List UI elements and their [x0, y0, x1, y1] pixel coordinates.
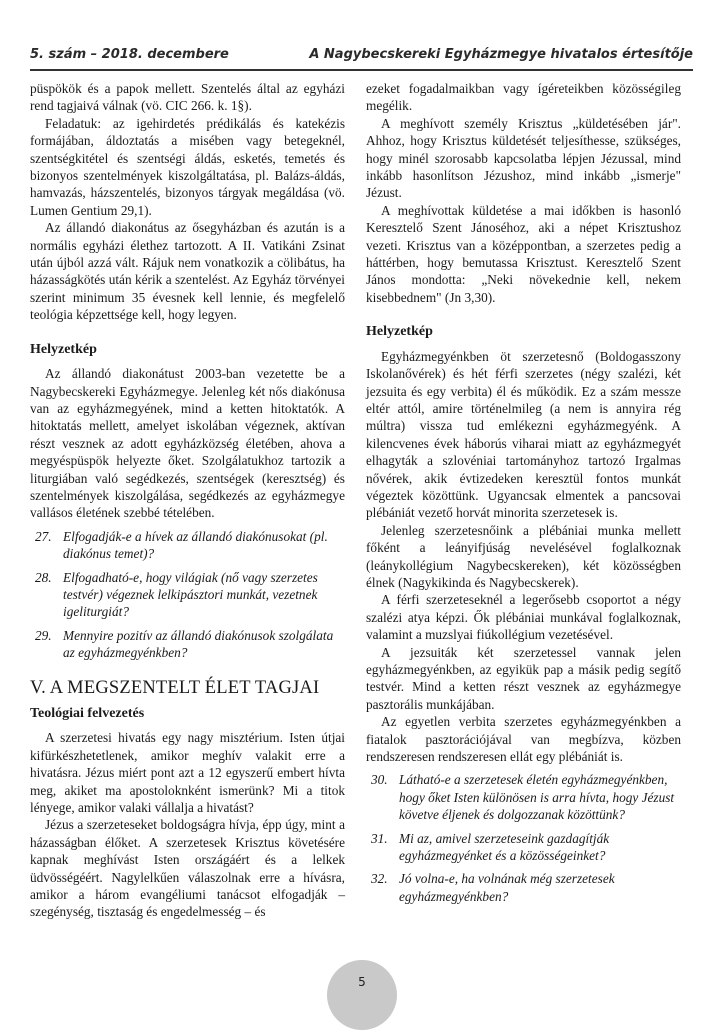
paragraph: Jelenleg szerzetesnőink a plébániai munka mellett főként a leányifjúság nevelésével foglalkoznak (leánykollégium Nagybecskereken), két közösségben élnek (Nagykikinda és Nagybecskerek).	[366, 522, 681, 590]
right-column	[366, 80, 681, 911]
paragraph: Egyházmegyénkben öt szerzetesnő (Boldogasszony Iskolanővérek) és hét férfi szerzetes (négy szalézi, két jezsuita és egy verbita) él és működik. Ez a szám messze eltér attól, amire történelmileg (a nem is annyira rég múltra) vissza tud emlékezni egyházmegyénk. A kilencvenes évek háborús viharai miatt az egyházmegyét elhagyták a szlovéniai tartományhoz tartozó Irgalmas nővérek, akik évtizedeken keresztül fontos munkát végeztek közöttünk. Ugyancsak elmentek a pancsovai plébániát vezető horvát minorita szerzetesek is.	[366, 348, 681, 521]
question-number: 29.	[35, 627, 52, 643]
paragraph: Jézus a szerzeteseket boldogságra hívja, épp úgy, mint a házasságban élőket. A szerzetesek Krisztus követésére kapnak meghívást Isten országáért és a lelkek üdvösségéért. Nagylelkűen válaszolnak erre a hívásra, amikor a három evangéliumi tanácsot elfogadják – szegénység, tisztaság és engedelmesség – és	[30, 817, 345, 920]
subheading: Helyzetkép	[30, 341, 97, 357]
paragraph: A jezsuiták két szerzetessel vannak jelen egyházmegyénkben, az egyikük pap a másik pedig segítő testvér. Mind a ketten részt vesznek az egyházmegye pasztorális munkájában.	[366, 644, 681, 712]
question-number: 32.	[371, 871, 388, 887]
paragraph: A szerzetesi hivatás egy nagy misztérium. Isten útjai kifürkészhetetlenek, amikor meghív valakit erre a hivatásra. Jézus miért pont azt a 12 egyszerű embert hívta meg, akiket ma apostoloknként ismerünk? Mi a titok lényege, amikor valaki vállalja a hivatást?	[30, 730, 345, 816]
question-number: 30.	[371, 772, 388, 788]
question-number: 31.	[371, 830, 388, 846]
issue-date: 5. szám – 2018. decembere	[30, 47, 229, 62]
question-text: Jó volna-e, ha volnának még szerzetesek egyházmegyénkben?	[399, 871, 615, 904]
subheading: Teológiai felvezetés	[30, 706, 145, 721]
question-text: Elfogadják-e a hívek az állandó diakónusokat (pl. diakónus temet)?	[63, 528, 328, 562]
question-text: Mennyire pozitív az állandó diakónusok szolgálata az egyházmegyénkben?	[63, 627, 334, 661]
question-list	[30, 528, 345, 662]
question-number: 27.	[35, 528, 52, 544]
question-text: Látható-e a szerzetesek életén egyházmegyénkben, hogy őket Isten különösen is arra hívta, hogy Jézust követve éljenek és dolgozzanak közöttünk?	[399, 772, 675, 823]
question-list	[366, 771, 681, 905]
page-number: 5	[358, 975, 366, 989]
header-divider	[30, 69, 693, 71]
paragraph: A meghívott személy Krisztus „küldetésében jár". Ahhoz, hogy Krisztus küldetését teljesíthesse, szükséges, hogy minél szorosabb kapcsolatba lépjen Jézussal, mind inkább hasonlítson Jézushoz, mind inkább „ismerje" Jézust.	[366, 115, 681, 201]
paragraph: A férfi szerzeteseknél a legerősebb csoportot a négy szalézi atya képzi. Ők plébániai munkával foglalkoznak, valamint a muzslyai fiúkollégium vezetésével.	[366, 592, 681, 643]
publication-title: A Nagybecskereki Egyházmegye hivatalos értesítője	[309, 47, 693, 62]
paragraph: püspökök és a papok mellett. Szentelés által az egyházi rend tagjaivá válnak (vö. CIC 266. k. 1§).	[30, 81, 345, 114]
paragraph: Az állandó diakonátust 2003-ban vezetette be a Nagybecskereki Egyházmegye. Jelenleg két nős diakónusa van az egyházmegyének, mind a ketten hitoktatók. A hitoktatás mellett, amelyet iskolában végeznek, aktívan részt vesznek az adott egyházközség életében, ahova a megyéspüspök helyezte őket. Szolgálatukhoz tartozik a liturgiában való segédkezés, szentségek (keresztség) és szentelmények kiszolgálása, segédkezés az egyházmegye vallásos életének szebbé tételében.	[30, 366, 345, 521]
paragraph: ezeket fogadalmaikban vagy ígéreteikben közösségileg megélik.	[366, 81, 681, 114]
question-item	[30, 528, 345, 563]
paragraph: Az állandó diakonátus az ősegyházban és azután is a normális egyházi élethez tartozott. A II. Vatikáni Zsinat után újból azzá vált. Rájuk nem vonatkozik a cölibátus, ha házasságkötés után kérik a szentelést. Az Egyház törvényei szerint minimum 35 évesnek kell lennie, és megfelelő teológia képzettsége kell, hogy legyen.	[30, 220, 345, 323]
question-item	[30, 627, 345, 662]
question-number: 28.	[35, 569, 52, 585]
question-item	[366, 771, 681, 823]
question-text: Elfogadható-e, hogy világiak (nő vagy szerzetes testvér) végeznek lelkipásztori munkát, vezetnek igeliturgiát?	[63, 569, 318, 620]
paragraph: Az egyetlen verbita szerzetes egyházmegyénkben a fiatalok pasztorációjával van megbízva, közben rendszeresen rendszeresen ellát egy plébániát is.	[366, 714, 681, 765]
question-item	[366, 830, 681, 865]
paragraph: A meghívottak küldetése a mai időkben is hasonló Keresztelő Szent Jánoséhoz, aki a népet Krisztushoz vezeti. Krisztus van a középpontban, a szerzetes pedig a háttérben, hogy bemutassa Krisztust. Keresztelő Szent János mondotta: „Neki növekednie kell, nekem kisebbednem" (Jn 3,30).	[366, 202, 681, 305]
page-number-circle	[327, 960, 397, 1030]
section-title: V. A MEGSZENTELT ÉLET TAGJAI	[30, 677, 320, 698]
question-item	[366, 870, 681, 905]
subheading: Helyzetkép	[366, 324, 433, 340]
left-column	[30, 80, 345, 921]
running-header	[30, 44, 693, 66]
question-item	[30, 569, 345, 621]
paragraph: Feladatuk: az igehirdetés prédikálás és katekézis formájában, áldoztatás a misében vagy betegeknél, szentségkitétel és szentségi áldás, esketés, temetés és bizonyos szentelmények kiszolgáltatása, pl. Balázs-áldás, hamvazás, házszentelés, bizonyos tárgyak megáldása (vö. Lumen Gentium 29,1).	[30, 115, 345, 218]
question-text: Mi az, amivel szerzeteseink gazdagítják egyházmegyénket és a közösségeinket?	[399, 830, 610, 864]
